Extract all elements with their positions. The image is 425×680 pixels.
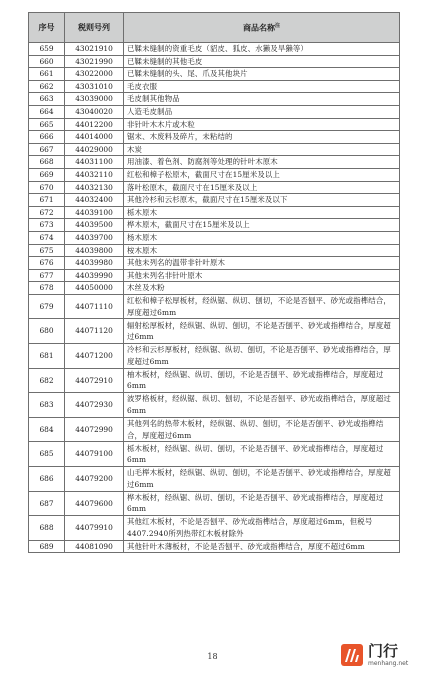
name-cell: 已鞣未缝制的头、尾、爪及其他块片 <box>124 68 400 81</box>
seq-cell: 669 <box>29 168 65 181</box>
table-row <box>29 491 400 516</box>
code-cell: 44071200 <box>65 344 124 369</box>
code-cell: 43022000 <box>65 68 124 81</box>
table-row <box>29 68 400 81</box>
name-cell: 桦木原木，截面尺寸在15厘米及以上 <box>124 219 400 232</box>
table-row <box>29 181 400 194</box>
seq-cell: 677 <box>29 269 65 282</box>
seq-cell: 689 <box>29 540 65 553</box>
table-row <box>29 393 400 418</box>
name-cell: 其他针叶木薄板材，不论是否刨平、砂光或指榫结合，厚度不超过6mm <box>124 540 400 553</box>
code-cell: 44072990 <box>65 417 124 442</box>
header-name-text: 商品名称 <box>242 23 275 33</box>
header-name-note: 注 <box>274 22 280 29</box>
tariff-table <box>28 12 400 553</box>
code-cell: 44071110 <box>65 294 124 319</box>
table-row <box>29 417 400 442</box>
code-cell: 44072930 <box>65 393 124 418</box>
name-cell: 已鞣未缝制的资重毛皮（貂皮、狐皮、水獭及旱獭等） <box>124 43 400 56</box>
code-cell: 44039100 <box>65 206 124 219</box>
code-cell: 44039990 <box>65 269 124 282</box>
name-cell: 杨木原木 <box>124 231 400 244</box>
name-cell: 红松和樟子松厚板材，经纵锯、纵切、刨切，不论是否刨平、砂光或指榫结合，厚度超过6mm <box>124 294 400 319</box>
name-cell: 锯末、木废料及碎片，未粘结的 <box>124 131 400 144</box>
header-seq: 序号 <box>29 13 65 43</box>
code-cell: 44012200 <box>65 118 124 131</box>
watermark <box>340 636 420 674</box>
code-cell: 44032130 <box>65 181 124 194</box>
code-cell: 43021990 <box>65 55 124 68</box>
code-cell: 43039000 <box>65 93 124 106</box>
seq-cell: 687 <box>29 491 65 516</box>
seq-cell: 668 <box>29 156 65 169</box>
seq-cell: 688 <box>29 516 65 541</box>
name-cell: 其他列名的热带木板材，经纵锯、纵切、刨切，不论是否刨平、砂光或指榫结合，厚度超过6mm <box>124 417 400 442</box>
table-row <box>29 194 400 207</box>
code-cell: 43031010 <box>65 80 124 93</box>
seq-cell: 686 <box>29 467 65 492</box>
code-cell: 44079100 <box>65 442 124 467</box>
code-cell: 44014000 <box>65 131 124 144</box>
name-cell: 桦木板材，经纵锯、纵切、刨切，不论是否刨平、砂光或指榫结合，厚度超过6mm <box>124 491 400 516</box>
name-cell: 波罗格板材，经纵锯、纵切、刨切，不论是否刨平、砂光或指榫结合，厚度超过6mm <box>124 393 400 418</box>
seq-cell: 672 <box>29 206 65 219</box>
table-row <box>29 516 400 541</box>
table-row <box>29 282 400 295</box>
name-cell: 栎木原木 <box>124 206 400 219</box>
code-cell: 44050000 <box>65 282 124 295</box>
name-cell: 毛皮制其他物品 <box>124 93 400 106</box>
seq-cell: 670 <box>29 181 65 194</box>
menhang-logo-icon <box>340 643 364 667</box>
code-cell: 44071120 <box>65 319 124 344</box>
header-name <box>124 13 400 43</box>
table-row <box>29 257 400 270</box>
code-cell: 44032400 <box>65 194 124 207</box>
table-row <box>29 244 400 257</box>
name-cell: 人造毛皮制品 <box>124 105 400 118</box>
name-cell: 辐射松厚板材，经纵锯、纵切、刨切，不论是否刨平、砂光或指榫结合，厚度超过6mm <box>124 319 400 344</box>
code-cell: 44039980 <box>65 257 124 270</box>
code-cell: 44039800 <box>65 244 124 257</box>
name-cell: 栎木板材，经纵锯、纵切、刨切，不论是否刨平、砂光或指榫结合，厚度超过6mm <box>124 442 400 467</box>
table-row <box>29 168 400 181</box>
table-row <box>29 206 400 219</box>
table-row <box>29 105 400 118</box>
seq-cell: 675 <box>29 244 65 257</box>
name-cell: 毛皮衣服 <box>124 80 400 93</box>
code-cell: 44039500 <box>65 219 124 232</box>
seq-cell: 666 <box>29 131 65 144</box>
watermark-url: menhang.net <box>368 659 409 667</box>
name-cell: 已鞣未缝制的其他毛皮 <box>124 55 400 68</box>
table-row <box>29 467 400 492</box>
seq-cell: 663 <box>29 93 65 106</box>
name-cell: 其他冷杉和云杉原木，截面尺寸在15厘米及以下 <box>124 194 400 207</box>
seq-cell: 667 <box>29 143 65 156</box>
table-row <box>29 540 400 553</box>
table-row <box>29 368 400 393</box>
name-cell: 山毛榉木板材，经纵锯、纵切、刨切，不论是否刨平、砂光或指榫结合，厚度超过6mm <box>124 467 400 492</box>
seq-cell: 679 <box>29 294 65 319</box>
table-row <box>29 231 400 244</box>
code-cell: 44031100 <box>65 156 124 169</box>
table-row <box>29 55 400 68</box>
name-cell: 木炭 <box>124 143 400 156</box>
table-row <box>29 156 400 169</box>
name-cell: 其他未列名的温带非针叶原木 <box>124 257 400 270</box>
name-cell: 非针叶木木片或木粒 <box>124 118 400 131</box>
seq-cell: 684 <box>29 417 65 442</box>
code-cell: 44032110 <box>65 168 124 181</box>
code-cell: 44029000 <box>65 143 124 156</box>
code-cell: 44079600 <box>65 491 124 516</box>
seq-cell: 680 <box>29 319 65 344</box>
table-row <box>29 118 400 131</box>
code-cell: 44072910 <box>65 368 124 393</box>
seq-cell: 659 <box>29 43 65 56</box>
code-cell: 44081090 <box>65 540 124 553</box>
name-cell: 冷杉和云杉厚板材，经纵锯、纵切、刨切，不论是否刨平、砂光或指榫结合，厚度超过6mm <box>124 344 400 369</box>
code-cell: 44079200 <box>65 467 124 492</box>
code-cell: 44039700 <box>65 231 124 244</box>
name-cell: 红松和樟子松原木，截面尺寸在15厘米及以上 <box>124 168 400 181</box>
seq-cell: 685 <box>29 442 65 467</box>
header-code: 税则号列 <box>65 13 124 43</box>
seq-cell: 671 <box>29 194 65 207</box>
seq-cell: 660 <box>29 55 65 68</box>
name-cell: 柚木板材，经纵锯、纵切、刨切，不论是否刨平、砂光或指榫结合，厚度超过6mm <box>124 368 400 393</box>
code-cell: 43021910 <box>65 43 124 56</box>
table-row <box>29 442 400 467</box>
name-cell: 其他未列名非针叶原木 <box>124 269 400 282</box>
seq-cell: 662 <box>29 80 65 93</box>
seq-cell: 664 <box>29 105 65 118</box>
table-row <box>29 43 400 56</box>
table-row <box>29 269 400 282</box>
name-cell: 落叶松原木，截面尺寸在15厘米及以上 <box>124 181 400 194</box>
table-row <box>29 80 400 93</box>
name-cell: 桉木原木 <box>124 244 400 257</box>
table-row <box>29 344 400 369</box>
name-cell: 木丝及木粉 <box>124 282 400 295</box>
code-cell: 44079910 <box>65 516 124 541</box>
table-header-row <box>29 13 400 43</box>
table-row <box>29 143 400 156</box>
watermark-name: 门行 <box>368 641 399 660</box>
seq-cell: 681 <box>29 344 65 369</box>
seq-cell: 674 <box>29 231 65 244</box>
seq-cell: 683 <box>29 393 65 418</box>
seq-cell: 661 <box>29 68 65 81</box>
seq-cell: 682 <box>29 368 65 393</box>
table-row <box>29 93 400 106</box>
name-cell: 其他红木板材，不论是否刨平、砂光或指榫结合，厚度超过6mm，但税号4407.2940所列热带红木板材除外 <box>124 516 400 541</box>
table-row <box>29 294 400 319</box>
page-number: 18 <box>207 652 218 661</box>
name-cell: 用油漆、着色剂、防腐剂等处理的针叶木原木 <box>124 156 400 169</box>
seq-cell: 665 <box>29 118 65 131</box>
code-cell: 43040020 <box>65 105 124 118</box>
seq-cell: 673 <box>29 219 65 232</box>
seq-cell: 676 <box>29 257 65 270</box>
seq-cell: 678 <box>29 282 65 295</box>
table-row <box>29 219 400 232</box>
table-row <box>29 319 400 344</box>
table-row <box>29 131 400 144</box>
